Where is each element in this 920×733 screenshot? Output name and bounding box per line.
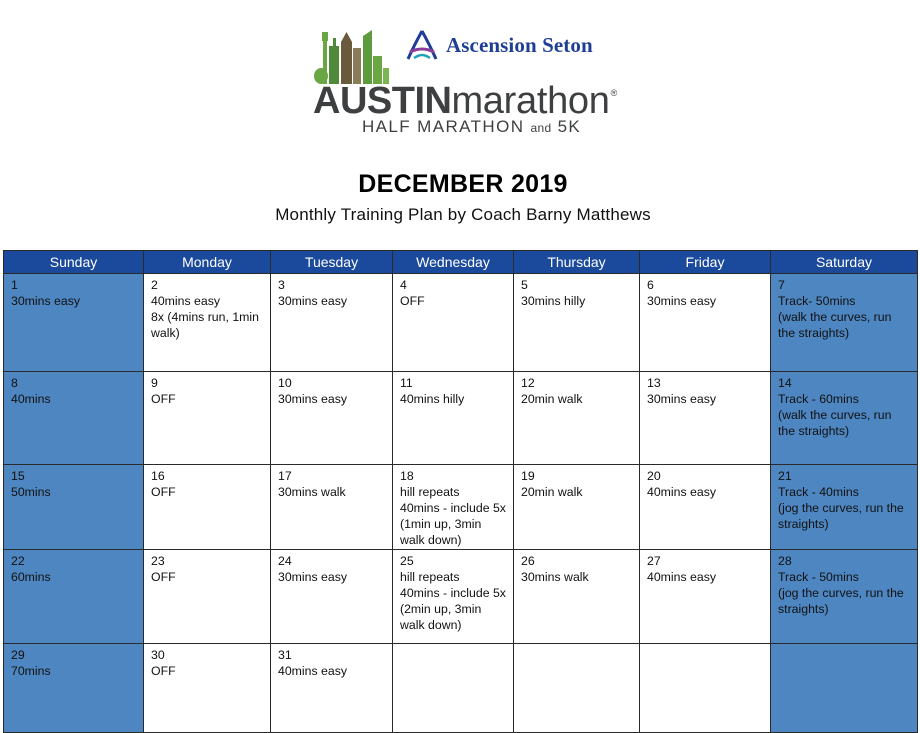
- wordmark-sub-main: HALF MARATHON: [362, 117, 531, 136]
- day-number: 25: [400, 554, 414, 568]
- calendar-day-cell: [640, 550, 771, 644]
- calendar-day-cell: [771, 550, 918, 644]
- day-number: 4: [400, 278, 407, 292]
- calendar-day-cell: [144, 644, 271, 733]
- calendar-week-row: [4, 372, 918, 465]
- workout-note: OFF: [151, 570, 176, 584]
- wordmark-subtitle: [362, 117, 581, 137]
- calendar-day-cell: [4, 372, 144, 465]
- day-number: 8: [11, 376, 18, 390]
- calendar-week-row: [4, 644, 918, 733]
- calendar-day-cell: [393, 274, 514, 372]
- calendar-week-row: [4, 465, 918, 550]
- page-title: DECEMBER 2019: [358, 170, 568, 198]
- workout-note: 20min walk: [521, 485, 583, 499]
- workout-note: 40mins: [11, 392, 51, 406]
- day-number: 22: [11, 554, 25, 568]
- calendar-day-cell: [271, 465, 393, 550]
- calendar-day-cell: [271, 372, 393, 465]
- day-number: 29: [11, 648, 25, 662]
- calendar-header-row: [4, 251, 918, 274]
- day-number: 27: [647, 554, 661, 568]
- calendar-week-row: [4, 550, 918, 644]
- calendar-day-cell: [4, 550, 144, 644]
- day-number: 18: [400, 469, 414, 483]
- wordmark-sub-and: and: [530, 121, 552, 135]
- calendar-body: [4, 274, 918, 733]
- workout-note: 40mins easy: [647, 570, 717, 584]
- calendar-week-row: [4, 274, 918, 372]
- calendar-day-cell: [514, 274, 640, 372]
- calendar-day-cell: [514, 644, 640, 733]
- calendar-day-cell: [4, 465, 144, 550]
- day-number: 14: [778, 376, 792, 390]
- sponsor-name: Ascension Seton: [446, 32, 593, 57]
- day-number: 30: [151, 648, 165, 662]
- day-number: 31: [278, 648, 292, 662]
- calendar-day-cell: [393, 372, 514, 465]
- calendar-day-cell: [144, 550, 271, 644]
- day-number: 3: [278, 278, 285, 292]
- workout-note: Track - 40mins (jog the curves, run the straights): [778, 485, 904, 531]
- workout-note: 30mins easy: [647, 294, 717, 308]
- calendar-day-cell: [393, 644, 514, 733]
- day-number: 13: [647, 376, 661, 390]
- workout-note: 40mins hilly: [400, 392, 465, 406]
- day-number: 7: [778, 278, 785, 292]
- day-number: 20: [647, 469, 661, 483]
- workout-note: 30mins walk: [278, 485, 346, 499]
- calendar-day-cell: [771, 274, 918, 372]
- calendar-day-cell: [514, 550, 640, 644]
- day-number: 26: [521, 554, 535, 568]
- calendar-day-cell: [771, 465, 918, 550]
- day-header: Thursday: [514, 251, 640, 274]
- workout-note: OFF: [400, 294, 425, 308]
- calendar-day-cell: [393, 550, 514, 644]
- workout-note: Track- 50mins (walk the curves, run the straights): [778, 294, 892, 340]
- day-number: 6: [647, 278, 654, 292]
- day-number: 9: [151, 376, 158, 390]
- calendar-day-cell: [640, 274, 771, 372]
- day-number: 11: [400, 376, 413, 390]
- workout-note: 30mins easy: [11, 294, 81, 308]
- workout-note: 40mins easy 8x (4mins run, 1min walk): [151, 294, 259, 340]
- wordmark-sub-end: 5K: [551, 117, 582, 136]
- workout-note: 50mins: [11, 485, 51, 499]
- wordmark-marathon: marathon: [451, 80, 610, 122]
- ascension-triangle-icon: [404, 28, 440, 62]
- workout-note: OFF: [151, 392, 176, 406]
- ascension-seton-logo: [404, 28, 593, 62]
- calendar-day-cell: [271, 550, 393, 644]
- workout-note: 60mins: [11, 570, 51, 584]
- day-header: Friday: [640, 251, 771, 274]
- workout-note: 20min walk: [521, 392, 583, 406]
- workout-note: 30mins easy: [278, 294, 348, 308]
- calendar-day-cell: [514, 465, 640, 550]
- calendar-day-cell: [271, 644, 393, 733]
- day-number: 28: [778, 554, 792, 568]
- header-logos: [0, 0, 920, 140]
- day-number: 16: [151, 469, 165, 483]
- day-number: 23: [151, 554, 165, 568]
- page-subtitle: Monthly Training Plan by Coach Barny Matthews: [275, 205, 651, 224]
- day-number: 2: [151, 278, 158, 292]
- day-header: Sunday: [4, 251, 144, 274]
- day-number: 10: [278, 376, 292, 390]
- austin-skyline-logo-icon: [313, 26, 393, 86]
- workout-note: 30mins easy: [278, 570, 348, 584]
- workout-note: 30mins walk: [521, 570, 589, 584]
- calendar-day-cell: [4, 274, 144, 372]
- calendar-day-cell: [393, 465, 514, 550]
- calendar-day-cell: [640, 465, 771, 550]
- workout-note: 30mins easy: [647, 392, 717, 406]
- calendar-day-cell: [4, 644, 144, 733]
- workout-note: 30mins hilly: [521, 294, 586, 308]
- calendar-day-cell: [144, 274, 271, 372]
- calendar-day-cell: [144, 465, 271, 550]
- day-number: 12: [521, 376, 535, 390]
- calendar-day-cell: [640, 644, 771, 733]
- wordmark-austin: AUSTIN: [313, 80, 452, 122]
- calendar-day-cell: [271, 274, 393, 372]
- day-number: 21: [778, 469, 792, 483]
- workout-note: hill repeats 40mins - include 5x (1min up, 3min walk down): [400, 485, 506, 547]
- day-number: 1: [11, 278, 18, 292]
- workout-note: hill repeats 40mins - include 5x (2min up, 3min walk down): [400, 570, 506, 632]
- day-header: Wednesday: [393, 251, 514, 274]
- calendar-day-cell: [640, 372, 771, 465]
- calendar-day-cell: [771, 372, 918, 465]
- day-number: 15: [11, 469, 25, 483]
- workout-note: Track - 50mins (jog the curves, run the straights): [778, 570, 904, 616]
- calendar-day-cell: [144, 372, 271, 465]
- workout-note: 40mins easy: [278, 664, 348, 678]
- workout-note: OFF: [151, 485, 176, 499]
- training-calendar: [3, 250, 918, 733]
- day-header: Monday: [144, 251, 271, 274]
- day-header: Tuesday: [271, 251, 393, 274]
- workout-note: 30mins easy: [278, 392, 348, 406]
- registered-mark: ®: [610, 88, 618, 98]
- workout-note: 40mins easy: [647, 485, 717, 499]
- workout-note: Track - 60mins (walk the curves, run the straights): [778, 392, 892, 438]
- calendar-day-cell: [771, 644, 918, 733]
- workout-note: OFF: [151, 664, 176, 678]
- workout-note: 70mins: [11, 664, 51, 678]
- calendar-day-cell: [514, 372, 640, 465]
- day-header: Saturday: [771, 251, 918, 274]
- day-number: 24: [278, 554, 292, 568]
- day-number: 19: [521, 469, 535, 483]
- day-number: 5: [521, 278, 528, 292]
- day-number: 17: [278, 469, 292, 483]
